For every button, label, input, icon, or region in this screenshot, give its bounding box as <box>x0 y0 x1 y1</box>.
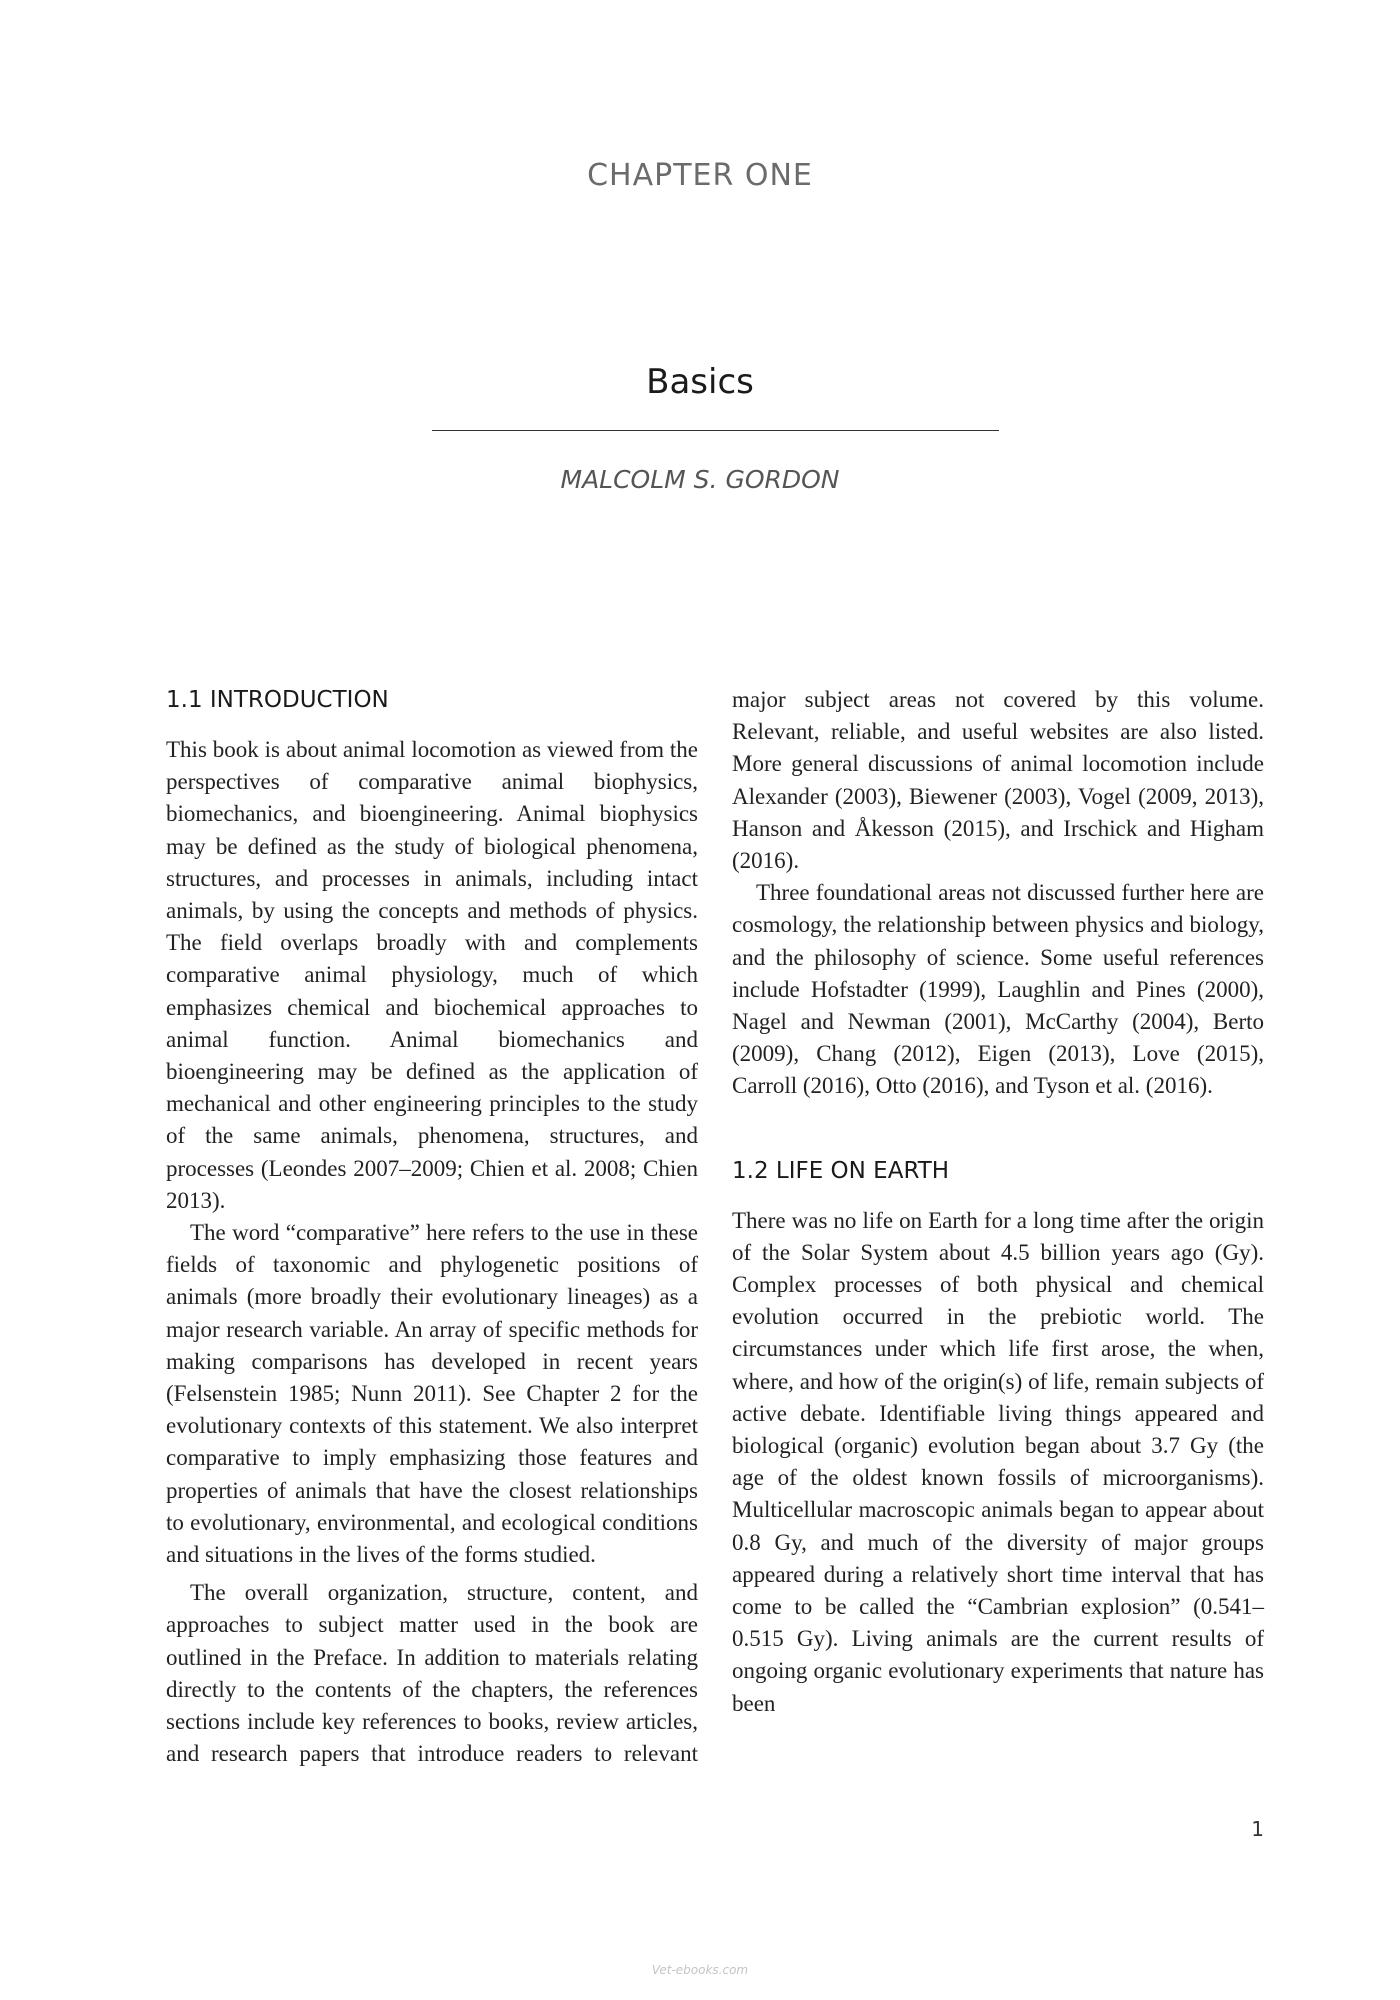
chapter-author: MALCOLM S. GORDON <box>560 465 840 494</box>
right-column <box>732 684 1264 1720</box>
title-rule <box>432 430 999 431</box>
intro-paragraph-4: Three foundational areas not discussed further here are cosmology, the relationship between physics and biology, and the philosophy of science. Some useful references include Hofstadter (1999), Laughlin and Pines (2000), Nagel and Newman (2001), McCarthy (2004), Berto (2009), Chang (2012), Eigen (2013), Love (2015), Carroll (2016), Otto (2016), and Tyson et al. (2016). <box>732 880 1264 1099</box>
page-number: 1 <box>1251 1817 1264 1841</box>
chapter-title: Basics <box>646 362 754 402</box>
intro-paragraph-3: The overall organization, structure, content, and approaches to subject matter used in the book are outlined in the Preface. In addition to materials relating directly to the contents of the chapters, the references sections include key references to books, review articles, and research papers that introduce readers to relevant <box>166 1580 698 1767</box>
intro-paragraph-1: This book is about animal locomotion as viewed from the perspectives of comparative animal biophysics, biomechanics, and bioengineering. Animal biophysics may be defined as the study of biological phenomena, structures, and processes in animals, including intact animals, by using the concepts and methods of physics. The field overlaps broadly with and complements comparative animal physiology, much of which emphasizes chemical and biochemical approaches to animal function. Animal biomechanics and bioengineering may be defined as the application of mechanical and other engineering principles to the study of the same animals, phenomena, structures, and processes (Leondes 2007–2009; Chien et al. 2008; Chien 2013). <box>166 737 698 1213</box>
watermark: Vet-ebooks.com <box>651 1963 749 1977</box>
intro-paragraph-3-continued: major subject areas not covered by this volume. Relevant, reliable, and useful websites are also listed. More general discussions of animal locomotion include Alexander (2003), Biewener (2003), Vogel (2009, 2013), Hanson and Åkesson (2015), and Irschick and Higham (2016). <box>732 687 1264 874</box>
left-column <box>166 684 698 1771</box>
intro-paragraph-2: The word “comparative” here refers to the use in these fields of taxonomic and phylogenetic positions of animals (more broadly their evolutionary lineages) as a major research variable. An array of specific methods for making comparisons has developed in recent years (Felsenstein 1985; Nunn 2011). See Chapter 2 for the evolutionary contexts of this statement. We also interpret comparative to imply emphasizing those features and properties of animals that have the closest relationships to evolutionary, environmental, and ecological conditions and situations in the lives of the forms studied. <box>166 1220 698 1568</box>
life-paragraph-1: There was no life on Earth for a long time after the origin of the Solar System about 4.5 billion years ago (Gy). Complex processes of both physical and chemical evolution occurred in the prebiotic world. The circumstances under which life first arose, the when, where, and how of the origin(s) of life, remain subjects of active debate. Identifiable living things appeared and biological (organic) evolution began about 3.7 Gy (the age of the oldest known fossils of microorganisms). Multicellular macroscopic animals began to appear about 0.8 Gy, and much of the diversity of major groups appeared during a relatively short time interval that has come to be called the “Cambrian explosion” (0.541–0.515 Gy). Living animals are the current results of ongoing organic evolutionary experiments that nature has been <box>732 1207 1264 1716</box>
section-heading-introduction: 1.1 INTRODUCTION <box>166 687 389 713</box>
chapter-label: CHAPTER ONE <box>587 158 813 193</box>
section-heading-life-on-earth: 1.2 LIFE ON EARTH <box>732 1157 950 1184</box>
